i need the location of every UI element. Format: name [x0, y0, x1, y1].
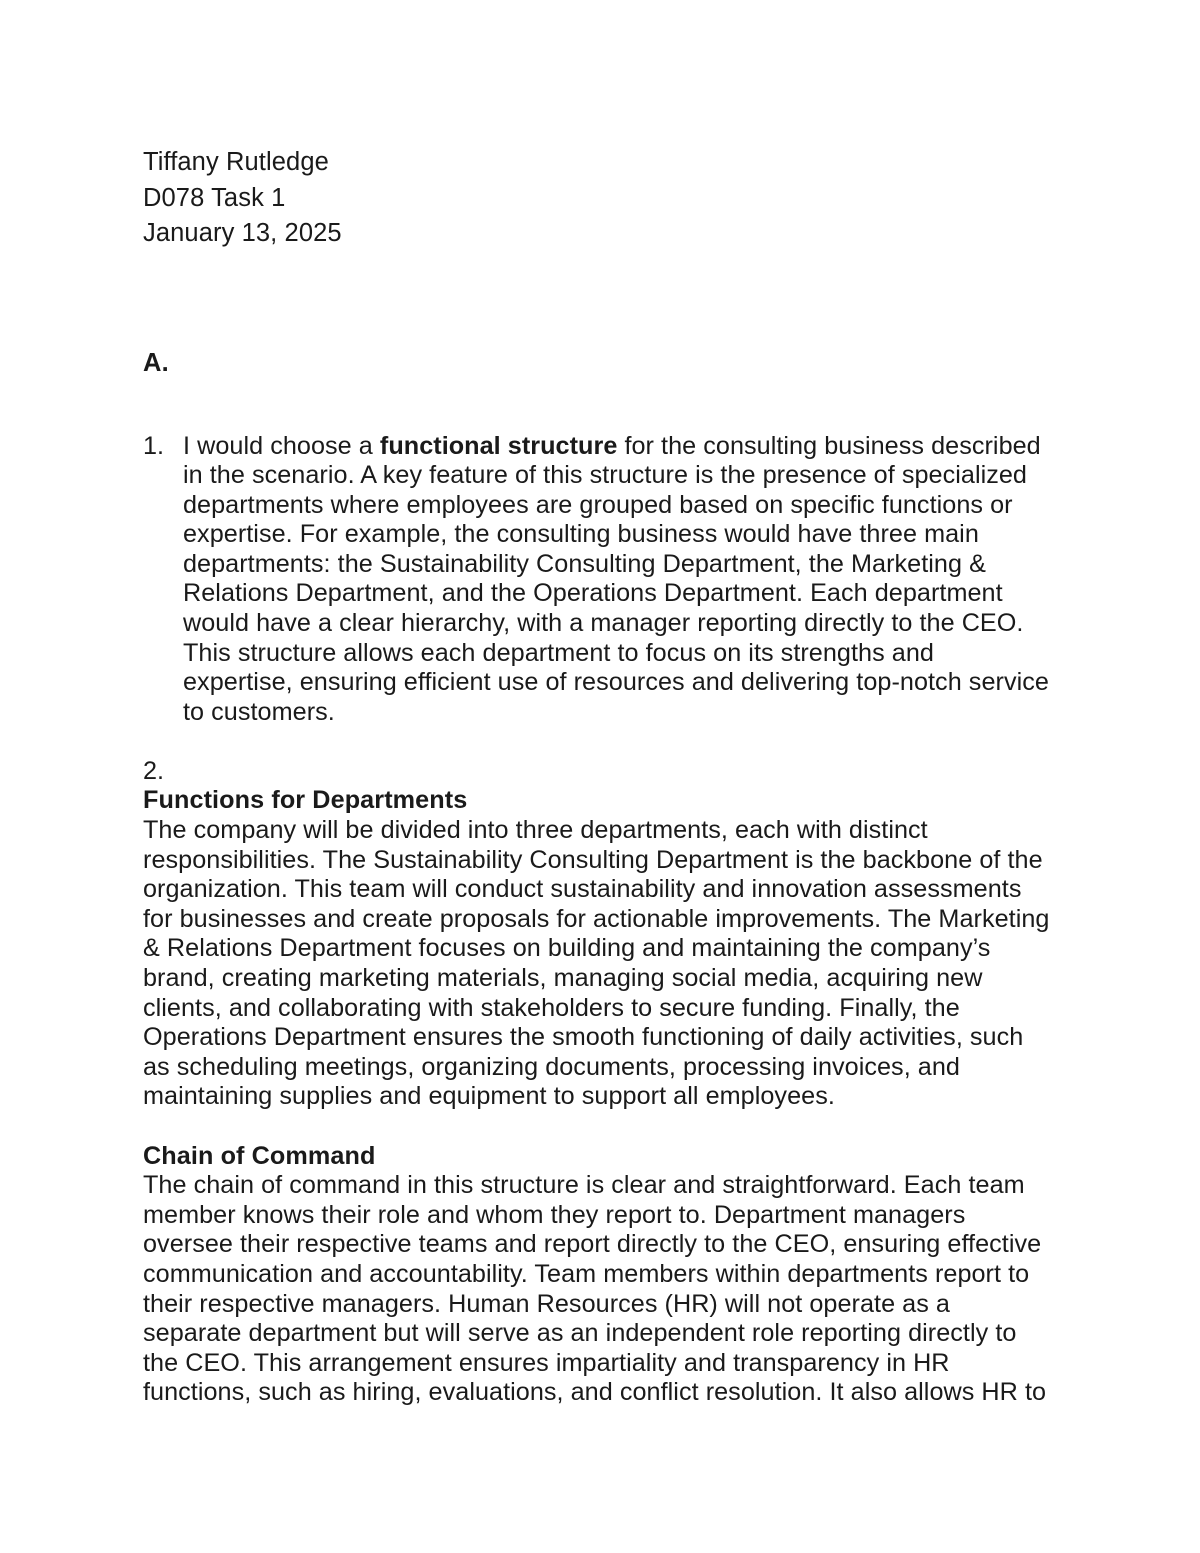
section-functions-for-departments	[143, 786, 1050, 1112]
date-line: January 13, 2025	[143, 219, 342, 247]
list-item-1-marker: 1.	[143, 431, 165, 460]
list-item-1-text-after: for the consulting business described in the scenario. A key feature of this structure is the presence of specialized departments where employees are grouped based on specific functions or expertise. For example, the consulting business would have three main departments: the Sustainability Consulting Department, the Marketing & Relations Department, and the Operations Department. Each department would have a clear hierarchy, with a manager reporting directly to the CEO. This structure allows each department to focus on its strengths and expertise, ensuring efficient use of resources and delivering top-notch service to customers.	[183, 431, 1049, 726]
list-item-2-marker: 2.	[143, 757, 165, 786]
functions-paragraph: The company will be divided into three departments, each with distinct responsibilities. The Sustainability Consulting Department is the backbone of the organization. This team will conduct sustainability and innovation assessments for businesses and create proposals for actionable improvements. The Marketing & Relations Department focuses on building and maintaining the company’s brand, creating marketing materials, managing social media, acquiring new clients, and collaborating with stakeholders to secure funding. Finally, the Operations Department ensures the smooth functioning of daily activities, such as scheduling meetings, organizing documents, processing invoices, and maintaining supplies and equipment to support all employees.	[143, 816, 1050, 1111]
answer-list	[143, 431, 1050, 786]
functional-structure-emphasis: functional structure	[379, 431, 618, 460]
document-header-block	[143, 145, 1050, 252]
section-chain-of-command	[143, 1142, 1050, 1408]
section-heading-a: A.	[143, 348, 169, 377]
author-name: Tiffany Rutledge	[143, 148, 329, 176]
chain-of-command-heading: Chain of Command	[143, 1141, 376, 1170]
list-item-1	[143, 432, 1050, 728]
chain-of-command-paragraph: The chain of command in this structure is clear and straightforward. Each team member knows their role and whom they report to. Department managers oversee their respective teams and report directly to the CEO, ensuring effective communication and accountability. Team members within departments report to their respective managers. Human Resources (HR) will not operate as a separate department but will serve as an independent role reporting directly to the CEO. This arrangement ensures impartiality and transparency in HR functions, such as hiring, evaluations, and conflict resolution. It also allows HR to	[143, 1171, 1047, 1407]
course-task-line: D078 Task 1	[143, 183, 286, 212]
list-item-1-text	[183, 432, 1049, 726]
list-item-1-text-before: I would choose a	[183, 431, 380, 460]
functions-heading: Functions for Departments	[143, 786, 468, 815]
